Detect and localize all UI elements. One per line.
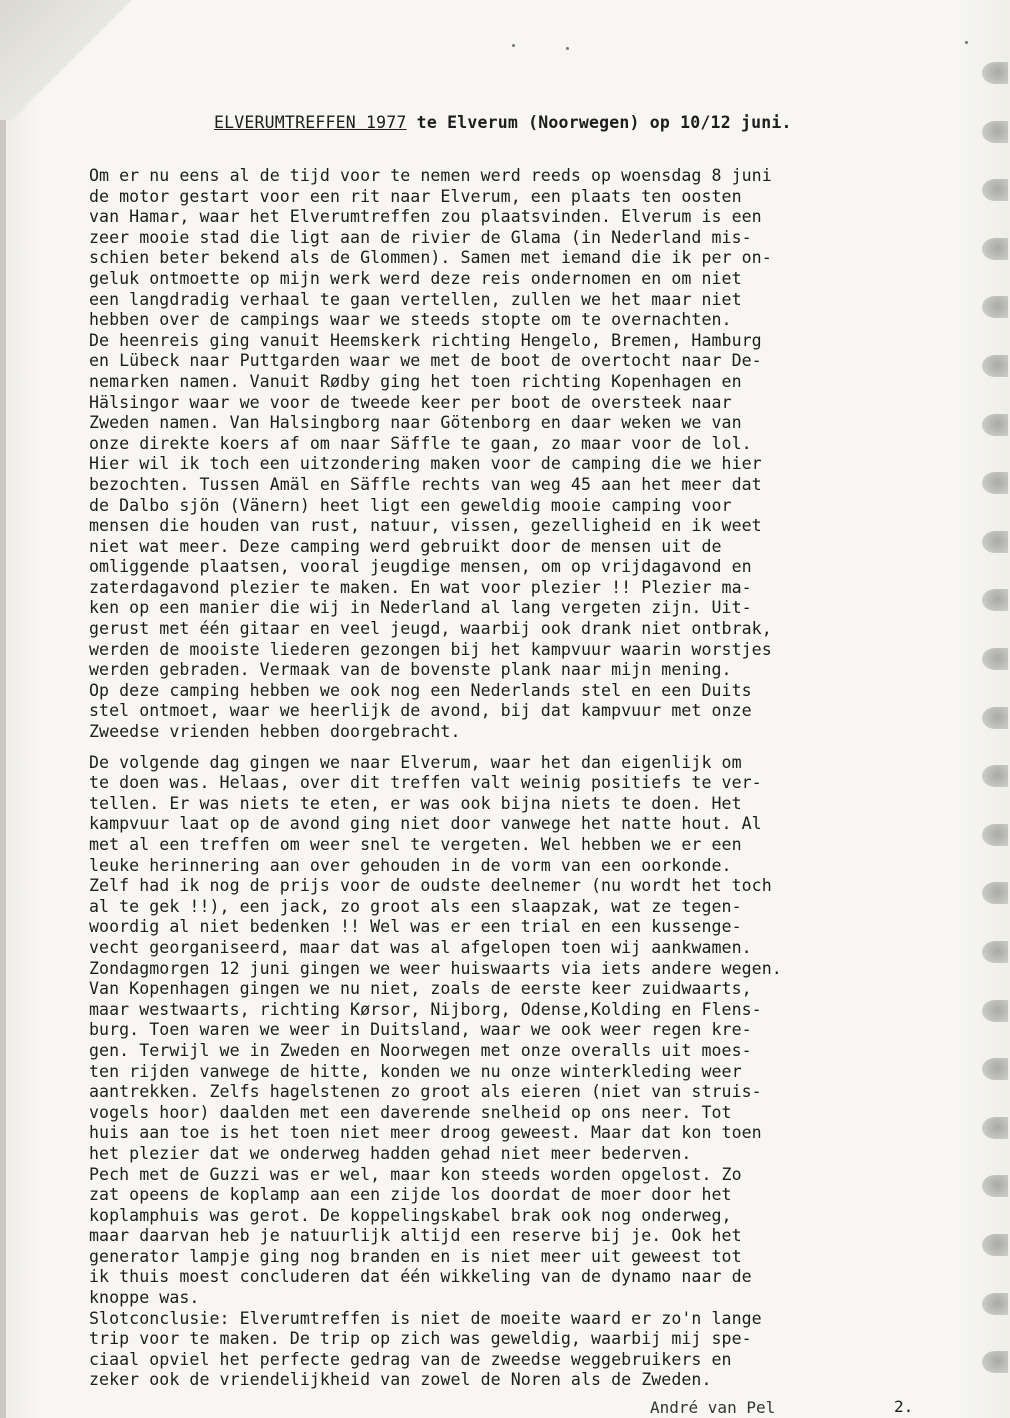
text-line: zeker ook de vriendelijkheid van zowel de Noren als de Zweden. [89, 1370, 712, 1390]
binder-hole [982, 589, 1008, 611]
text-line: met al een treffen om weer snel te vergeten. Wel hebben we er een [89, 835, 742, 854]
binder-hole [982, 1058, 1008, 1080]
text-line: al te gek !!), een jack, zo groot als een slaapzak, wat ze tegen- [89, 896, 742, 916]
page-title [214, 113, 792, 132]
paper-left-edge [0, 0, 6, 1418]
binder-hole [982, 296, 1008, 318]
speck [566, 47, 569, 50]
text-line: aantrekken. Zelfs hagelstenen zo groot als eieren (niet van struis- [89, 1082, 762, 1102]
speck [512, 44, 515, 47]
binder-hole [982, 1175, 1008, 1197]
title-rest: te Elverum (Noorwegen) op 10/12 juni. [406, 113, 792, 132]
text-line: Om er nu eens al de tijd voor te nemen werd reeds op woensdag 8 juni [89, 166, 772, 185]
text-line: bezochten. Tussen Amäl en Säffle rechts van weg 45 aan het meer dat [89, 474, 762, 494]
binder-hole [982, 179, 1008, 201]
folded-corner [0, 0, 170, 120]
text-line: Van Kopenhagen gingen we nu niet, zoals de eerste keer zuidwaarts, [89, 979, 752, 999]
text-line: schien beter bekend als de Glommen). Samen met iemand die ik per on- [89, 248, 772, 268]
text-line: vecht georganiseerd, maar dat was al afgelopen toen wij aankwamen. [89, 937, 752, 957]
text-line: Op deze camping hebben we ook nog een Nederlands stel en een Duits [89, 680, 752, 700]
text-line: Zweedse vrienden hebben doorgebracht. [89, 722, 461, 742]
text-line: van Hamar, waar het Elverumtreffen zou plaatsvinden. Elverum is een [89, 207, 762, 227]
text-line: de Dalbo sjön (Vänern) heet ligt een geweldig mooie camping voor [89, 495, 732, 515]
text-line: ik thuis moest concluderen dat één wikkeling van de dynamo naar de [89, 1267, 752, 1287]
text-line: De volgende dag gingen we naar Elverum, waar het dan eigenlijk om [89, 752, 742, 772]
binder-hole [982, 648, 1008, 670]
binder-hole [982, 765, 1008, 787]
text-line: gerust met één gitaar en veel jeugd, waarbij ook drank niet ontbrak, [89, 619, 772, 639]
text-line: leuke herinnering aan over gehouden in de vorm van een oorkonde. [89, 855, 732, 875]
text-line: woordig al niet bedenken !! Wel was er een trial en een kussenge- [89, 917, 742, 937]
text-line: trip voor te maken. De trip op zich was geweldig, waarbij mij spe- [89, 1329, 752, 1349]
text-line: Hier wil ik toch een uitzondering maken voor de camping die we hier [89, 454, 762, 474]
text-line: kampvuur laat op de avond ging niet door vanwege het natte hout. Al [89, 814, 762, 834]
binder-hole [982, 414, 1008, 436]
binder-hole [982, 1293, 1008, 1315]
text-line: ken op een manier die wij in Nederland al lang vergeten zijn. Uit- [89, 598, 752, 618]
paragraph-gap [89, 743, 939, 753]
text-line: onze direkte koers af om naar Säffle te gaan, zo maar voor de lol. [89, 433, 752, 453]
text-line: mensen die houden van rust, natuur, vissen, gezelligheid en ik weet [89, 516, 762, 536]
text-line: generator lampje ging nog branden en is niet meer uit geweest tot [89, 1246, 742, 1266]
text-line: het plezier dat we onderweg hadden gehad niet meer bederven. [89, 1143, 692, 1163]
binder-hole [982, 121, 1008, 143]
text-line: burg. Toen waren we weer in Duitsland, waar we ook weer regen kre- [89, 1020, 752, 1040]
text-line: werden gebraden. Vermaak van de bovenste plank naar mijn mening. [89, 660, 732, 680]
text-line: stel ontmoet, waar we heerlijk de avond, bij dat kampvuur met onze [89, 701, 752, 721]
text-line: geluk ontmoette op mijn werk werd deze reis ondernomen en om niet [89, 268, 742, 288]
binder-hole [982, 472, 1008, 494]
text-line: omliggende plaatsen, vooral jeugdige mensen, om op vrijdagavond en [89, 557, 752, 577]
text-line: maar daarvan heb je natuurlijk altijd een reserve bij je. Ook het [89, 1226, 742, 1246]
text-line: de motor gestart voor een rit naar Elverum, een plaats ten oosten [89, 186, 742, 206]
text-line: zat opeens de koplamp aan een zijde los doordat de moer door het [89, 1185, 732, 1205]
text-line: knoppe was. [89, 1288, 200, 1308]
text-line: Slotconclusie: Elverumtreffen is niet de moeite waard er zo'n lange [89, 1308, 762, 1328]
page-number: 2. [894, 1397, 914, 1416]
binder-hole [982, 1000, 1008, 1022]
binder-holes [980, 0, 1010, 1418]
binder-hole [982, 1351, 1008, 1373]
text-line: hebben over de campings waar we steeds stopte om te overnachten. [89, 310, 732, 330]
binder-hole [982, 62, 1008, 84]
text-line: huis aan toe is het toen niet meer droog geweest. Maar dat kon toen [89, 1123, 762, 1143]
text-line: ciaal opviel het perfecte gedrag van de zweedse weggebruikers en [89, 1349, 732, 1369]
speck [965, 41, 968, 44]
text-line: niet wat meer. Deze camping werd gebruikt door de mensen uit de [89, 536, 722, 556]
article-body [89, 166, 939, 1391]
text-line: De heenreis ging vanuit Heemskerk richting Hengelo, Bremen, Hamburg [89, 330, 762, 350]
binder-hole [982, 531, 1008, 553]
binder-hole [982, 882, 1008, 904]
binder-hole [982, 238, 1008, 260]
text-line: Zweden namen. Van Halsingborg naar Götenborg en daar weken we van [89, 413, 742, 433]
text-line: Zelf had ik nog de prijs voor de oudste deelnemer (nu wordt het toch [89, 876, 772, 896]
text-line: werden de mooiste liederen gezongen bij het kampvuur waarin worstjes [89, 639, 772, 659]
text-line: tellen. Er was niets te eten, er was ook bijna niets te doen. Het [89, 793, 742, 813]
text-line: maar westwaarts, richting Kørsor, Nijborg, Odense,Kolding en Flens- [89, 999, 762, 1019]
text-line: gen. Terwijl we in Zweden en Noorwegen met onze overalls uit moes- [89, 1040, 752, 1060]
text-line: Hälsingor waar we voor de tweede keer per boot de oversteek naar [89, 392, 732, 412]
text-line: koplamphuis was gerot. De koppelingskabel brak ook nog onderweg, [89, 1205, 732, 1225]
text-line: en Lübeck naar Puttgarden waar we met de boot de overtocht naar De- [89, 351, 762, 371]
text-line: Pech met de Guzzi was er wel, maar kon steeds worden opgelost. Zo [89, 1164, 742, 1184]
binder-hole [982, 1234, 1008, 1256]
binder-hole [982, 355, 1008, 377]
text-line: te doen was. Helaas, over dit treffen valt weinig positiefs te ver- [89, 773, 762, 793]
binder-hole [982, 824, 1008, 846]
text-line: zaterdagavond plezier te maken. En wat voor plezier !! Plezier ma- [89, 577, 752, 597]
text-line: Zondagmorgen 12 juni gingen we weer huiswaarts via iets andere wegen. [89, 958, 782, 978]
binder-hole [982, 707, 1008, 729]
text-line: een langdradig verhaal te gaan vertellen, zullen we het maar niet [89, 289, 742, 309]
text-line: zeer mooie stad die ligt aan de rivier de Glama (in Nederland mis- [89, 227, 752, 247]
text-line: nemarken namen. Vanuit Rødby ging het toen richting Kopenhagen en [89, 371, 742, 391]
title-underlined: ELVERUMTREFFEN 1977 [214, 113, 407, 132]
text-line: ten rijden vanwege de hitte, konden we nu onze winterkleding weer [89, 1061, 742, 1081]
binder-hole [982, 1117, 1008, 1139]
binder-hole [982, 941, 1008, 963]
text-line: vogels hoor) daalden met een daverende snelheid op ons neer. Tot [89, 1102, 732, 1122]
author-signature: André van Pel [650, 1398, 776, 1417]
